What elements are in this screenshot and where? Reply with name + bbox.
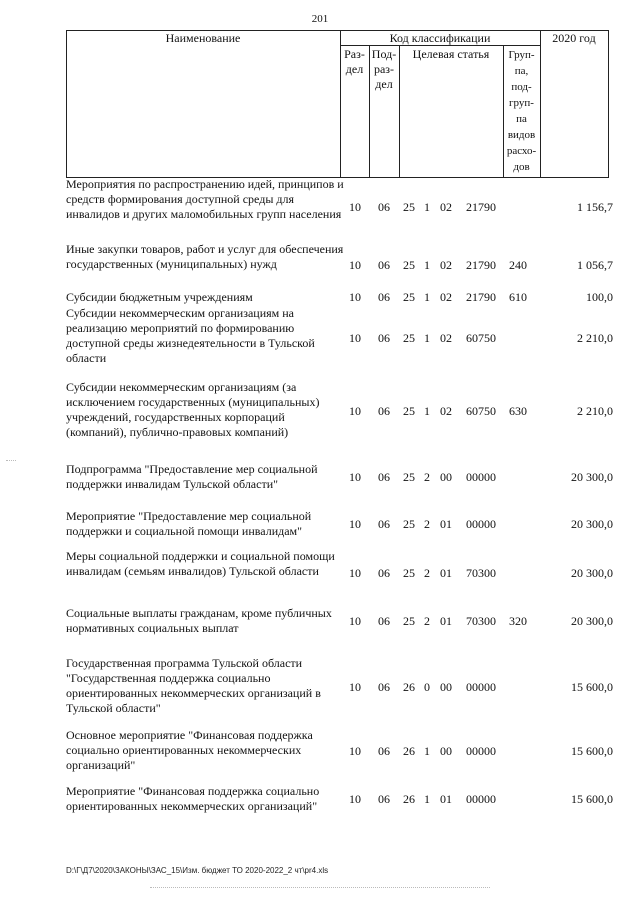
row-sub: 1 bbox=[424, 792, 430, 806]
row-main: 02 bbox=[440, 200, 452, 214]
row-section: 10 bbox=[349, 404, 361, 418]
row-sub: 2 bbox=[424, 566, 430, 580]
row-dir: 00000 bbox=[466, 517, 496, 531]
row-vr: 240 bbox=[509, 258, 527, 272]
row-sub: 1 bbox=[424, 404, 430, 418]
row-main: 00 bbox=[440, 744, 452, 758]
row-prog: 26 bbox=[403, 792, 415, 806]
row-amount: 100,0 bbox=[586, 290, 613, 304]
row-subsection: 06 bbox=[378, 290, 390, 304]
row-prog: 26 bbox=[403, 744, 415, 758]
row-section: 10 bbox=[349, 792, 361, 806]
row-amount: 20 300,0 bbox=[571, 470, 613, 484]
row-prog: 26 bbox=[403, 680, 415, 694]
row-subsection: 06 bbox=[378, 792, 390, 806]
row-dir: 60750 bbox=[466, 331, 496, 345]
row-dir: 21790 bbox=[466, 290, 496, 304]
table-row bbox=[0, 177, 640, 237]
row-sub: 1 bbox=[424, 290, 430, 304]
row-subsection: 06 bbox=[378, 680, 390, 694]
row-sub: 2 bbox=[424, 517, 430, 531]
row-section: 10 bbox=[349, 258, 361, 272]
row-prog: 25 bbox=[403, 517, 415, 531]
header-section: Раз- дел bbox=[344, 47, 365, 76]
row-dir: 00000 bbox=[466, 792, 496, 806]
row-dir: 00000 bbox=[466, 680, 496, 694]
table-row bbox=[0, 784, 640, 814]
row-prog: 25 bbox=[403, 404, 415, 418]
row-subsection: 06 bbox=[378, 404, 390, 418]
row-subsection: 06 bbox=[378, 258, 390, 272]
margin-artifact bbox=[6, 460, 16, 461]
row-main: 02 bbox=[440, 404, 452, 418]
row-subsection: 06 bbox=[378, 566, 390, 580]
row-name: Субсидии некоммерческим организациям (за исключением государственных (муниципальных) учреждений, государственных корпораций (компаний), публично-правовых компаний) bbox=[66, 380, 320, 439]
row-section: 10 bbox=[349, 566, 361, 580]
file-path-footer: D:\Г\Д7\2020\ЗАКОНЫ\ЗАС_15\Изм. бюджет ТО 2020-2022_2 чт\рr4.xls bbox=[66, 866, 329, 875]
row-section: 10 bbox=[349, 680, 361, 694]
table-row bbox=[0, 656, 640, 718]
row-name: Субсидии бюджетным учреждениям bbox=[66, 290, 253, 304]
header-name: Наименование bbox=[165, 31, 241, 45]
row-sub: 2 bbox=[424, 470, 430, 484]
row-section: 10 bbox=[349, 517, 361, 531]
row-main: 00 bbox=[440, 470, 452, 484]
row-dir: 70300 bbox=[466, 566, 496, 580]
row-vr: 320 bbox=[509, 614, 527, 628]
row-name: Мероприятия по распространению идей, принципов и средств формирования доступной среды для инвалидов и других маломобильных групп населения bbox=[66, 177, 344, 221]
row-name: Государственная программа Тульской области "Государственная поддержка социально ориентированных некоммерческих организаций в Тульской области" bbox=[66, 656, 321, 715]
row-main: 02 bbox=[440, 290, 452, 304]
row-sub: 1 bbox=[424, 331, 430, 345]
row-dir: 21790 bbox=[466, 200, 496, 214]
row-main: 01 bbox=[440, 614, 452, 628]
row-dir: 00000 bbox=[466, 744, 496, 758]
row-main: 01 bbox=[440, 566, 452, 580]
row-main: 01 bbox=[440, 517, 452, 531]
row-name: Мероприятие "Финансовая поддержка социально ориентированных некоммерческих организаций" bbox=[66, 784, 320, 813]
row-sub: 2 bbox=[424, 614, 430, 628]
row-name: Иные закупки товаров, работ и услуг для обеспечения государственных (муниципальных) нужд bbox=[66, 242, 344, 271]
row-vr: 610 bbox=[509, 290, 527, 304]
page-number: 201 bbox=[311, 13, 329, 25]
row-prog: 25 bbox=[403, 566, 415, 580]
header-expense-group: Груп- па, под- груп- па видов расхо- дов bbox=[506, 49, 537, 173]
row-main: 00 bbox=[440, 680, 452, 694]
table-row bbox=[0, 728, 640, 773]
row-dir: 21790 bbox=[466, 258, 496, 272]
table-row bbox=[0, 549, 640, 594]
header-year: 2020 год bbox=[552, 31, 596, 45]
row-amount: 2 210,0 bbox=[577, 404, 613, 418]
row-section: 10 bbox=[349, 331, 361, 345]
header-classification: Код классификации bbox=[389, 31, 491, 45]
row-name: Социальные выплаты гражданам, кроме публичных нормативных социальных выплат bbox=[66, 606, 332, 635]
row-prog: 25 bbox=[403, 258, 415, 272]
table-row bbox=[0, 306, 640, 368]
row-sub: 1 bbox=[424, 744, 430, 758]
row-amount: 15 600,0 bbox=[571, 680, 613, 694]
row-sub: 1 bbox=[424, 258, 430, 272]
row-prog: 25 bbox=[403, 331, 415, 345]
row-amount: 20 300,0 bbox=[571, 566, 613, 580]
table-row bbox=[0, 290, 640, 305]
row-subsection: 06 bbox=[378, 744, 390, 758]
table-row bbox=[0, 606, 640, 636]
row-subsection: 06 bbox=[378, 614, 390, 628]
row-subsection: 06 bbox=[378, 470, 390, 484]
row-section: 10 bbox=[349, 470, 361, 484]
row-name: Мероприятие "Предоставление мер социальной поддержки и социальной помощи инвалидам" bbox=[66, 509, 312, 538]
scan-artifact-line bbox=[150, 887, 490, 888]
row-prog: 25 bbox=[403, 200, 415, 214]
row-prog: 25 bbox=[403, 290, 415, 304]
row-name: Основное мероприятие "Финансовая поддержка социально ориентированных некоммерческих организаций" bbox=[66, 728, 313, 772]
row-amount: 2 210,0 bbox=[577, 331, 613, 345]
row-amount: 20 300,0 bbox=[571, 614, 613, 628]
header-subsection: Под- раз- дел bbox=[371, 47, 397, 91]
header-target-item: Целевая статья bbox=[412, 47, 490, 61]
row-section: 10 bbox=[349, 744, 361, 758]
row-dir: 70300 bbox=[466, 614, 496, 628]
row-subsection: 06 bbox=[378, 517, 390, 531]
row-sub: 1 bbox=[424, 200, 430, 214]
row-main: 02 bbox=[440, 258, 452, 272]
row-amount: 20 300,0 bbox=[571, 517, 613, 531]
row-amount: 1 156,7 bbox=[577, 200, 613, 214]
row-vr: 630 bbox=[509, 404, 527, 418]
row-section: 10 bbox=[349, 200, 361, 214]
row-section: 10 bbox=[349, 290, 361, 304]
row-name: Меры социальной поддержки и социальной помощи инвалидам (семьям инвалидов) Тульской области bbox=[66, 549, 335, 578]
row-dir: 00000 bbox=[466, 470, 496, 484]
table-row bbox=[0, 242, 640, 287]
row-amount: 15 600,0 bbox=[571, 744, 613, 758]
table-row bbox=[0, 380, 640, 442]
row-amount: 15 600,0 bbox=[571, 792, 613, 806]
row-name: Подпрограмма "Предоставление мер социальной поддержки инвалидам Тульской области" bbox=[66, 462, 318, 491]
row-name: Субсидии некоммерческим организациям на реализацию мероприятий по формированию доступной среды жизнедеятельности в Тульской области bbox=[66, 306, 315, 365]
row-prog: 25 bbox=[403, 614, 415, 628]
row-amount: 1 056,7 bbox=[577, 258, 613, 272]
table-row bbox=[0, 462, 640, 492]
row-main: 01 bbox=[440, 792, 452, 806]
row-subsection: 06 bbox=[378, 200, 390, 214]
row-main: 02 bbox=[440, 331, 452, 345]
table-row bbox=[0, 509, 640, 539]
row-prog: 25 bbox=[403, 470, 415, 484]
row-subsection: 06 bbox=[378, 331, 390, 345]
row-sub: 0 bbox=[424, 680, 430, 694]
row-section: 10 bbox=[349, 614, 361, 628]
row-dir: 60750 bbox=[466, 404, 496, 418]
